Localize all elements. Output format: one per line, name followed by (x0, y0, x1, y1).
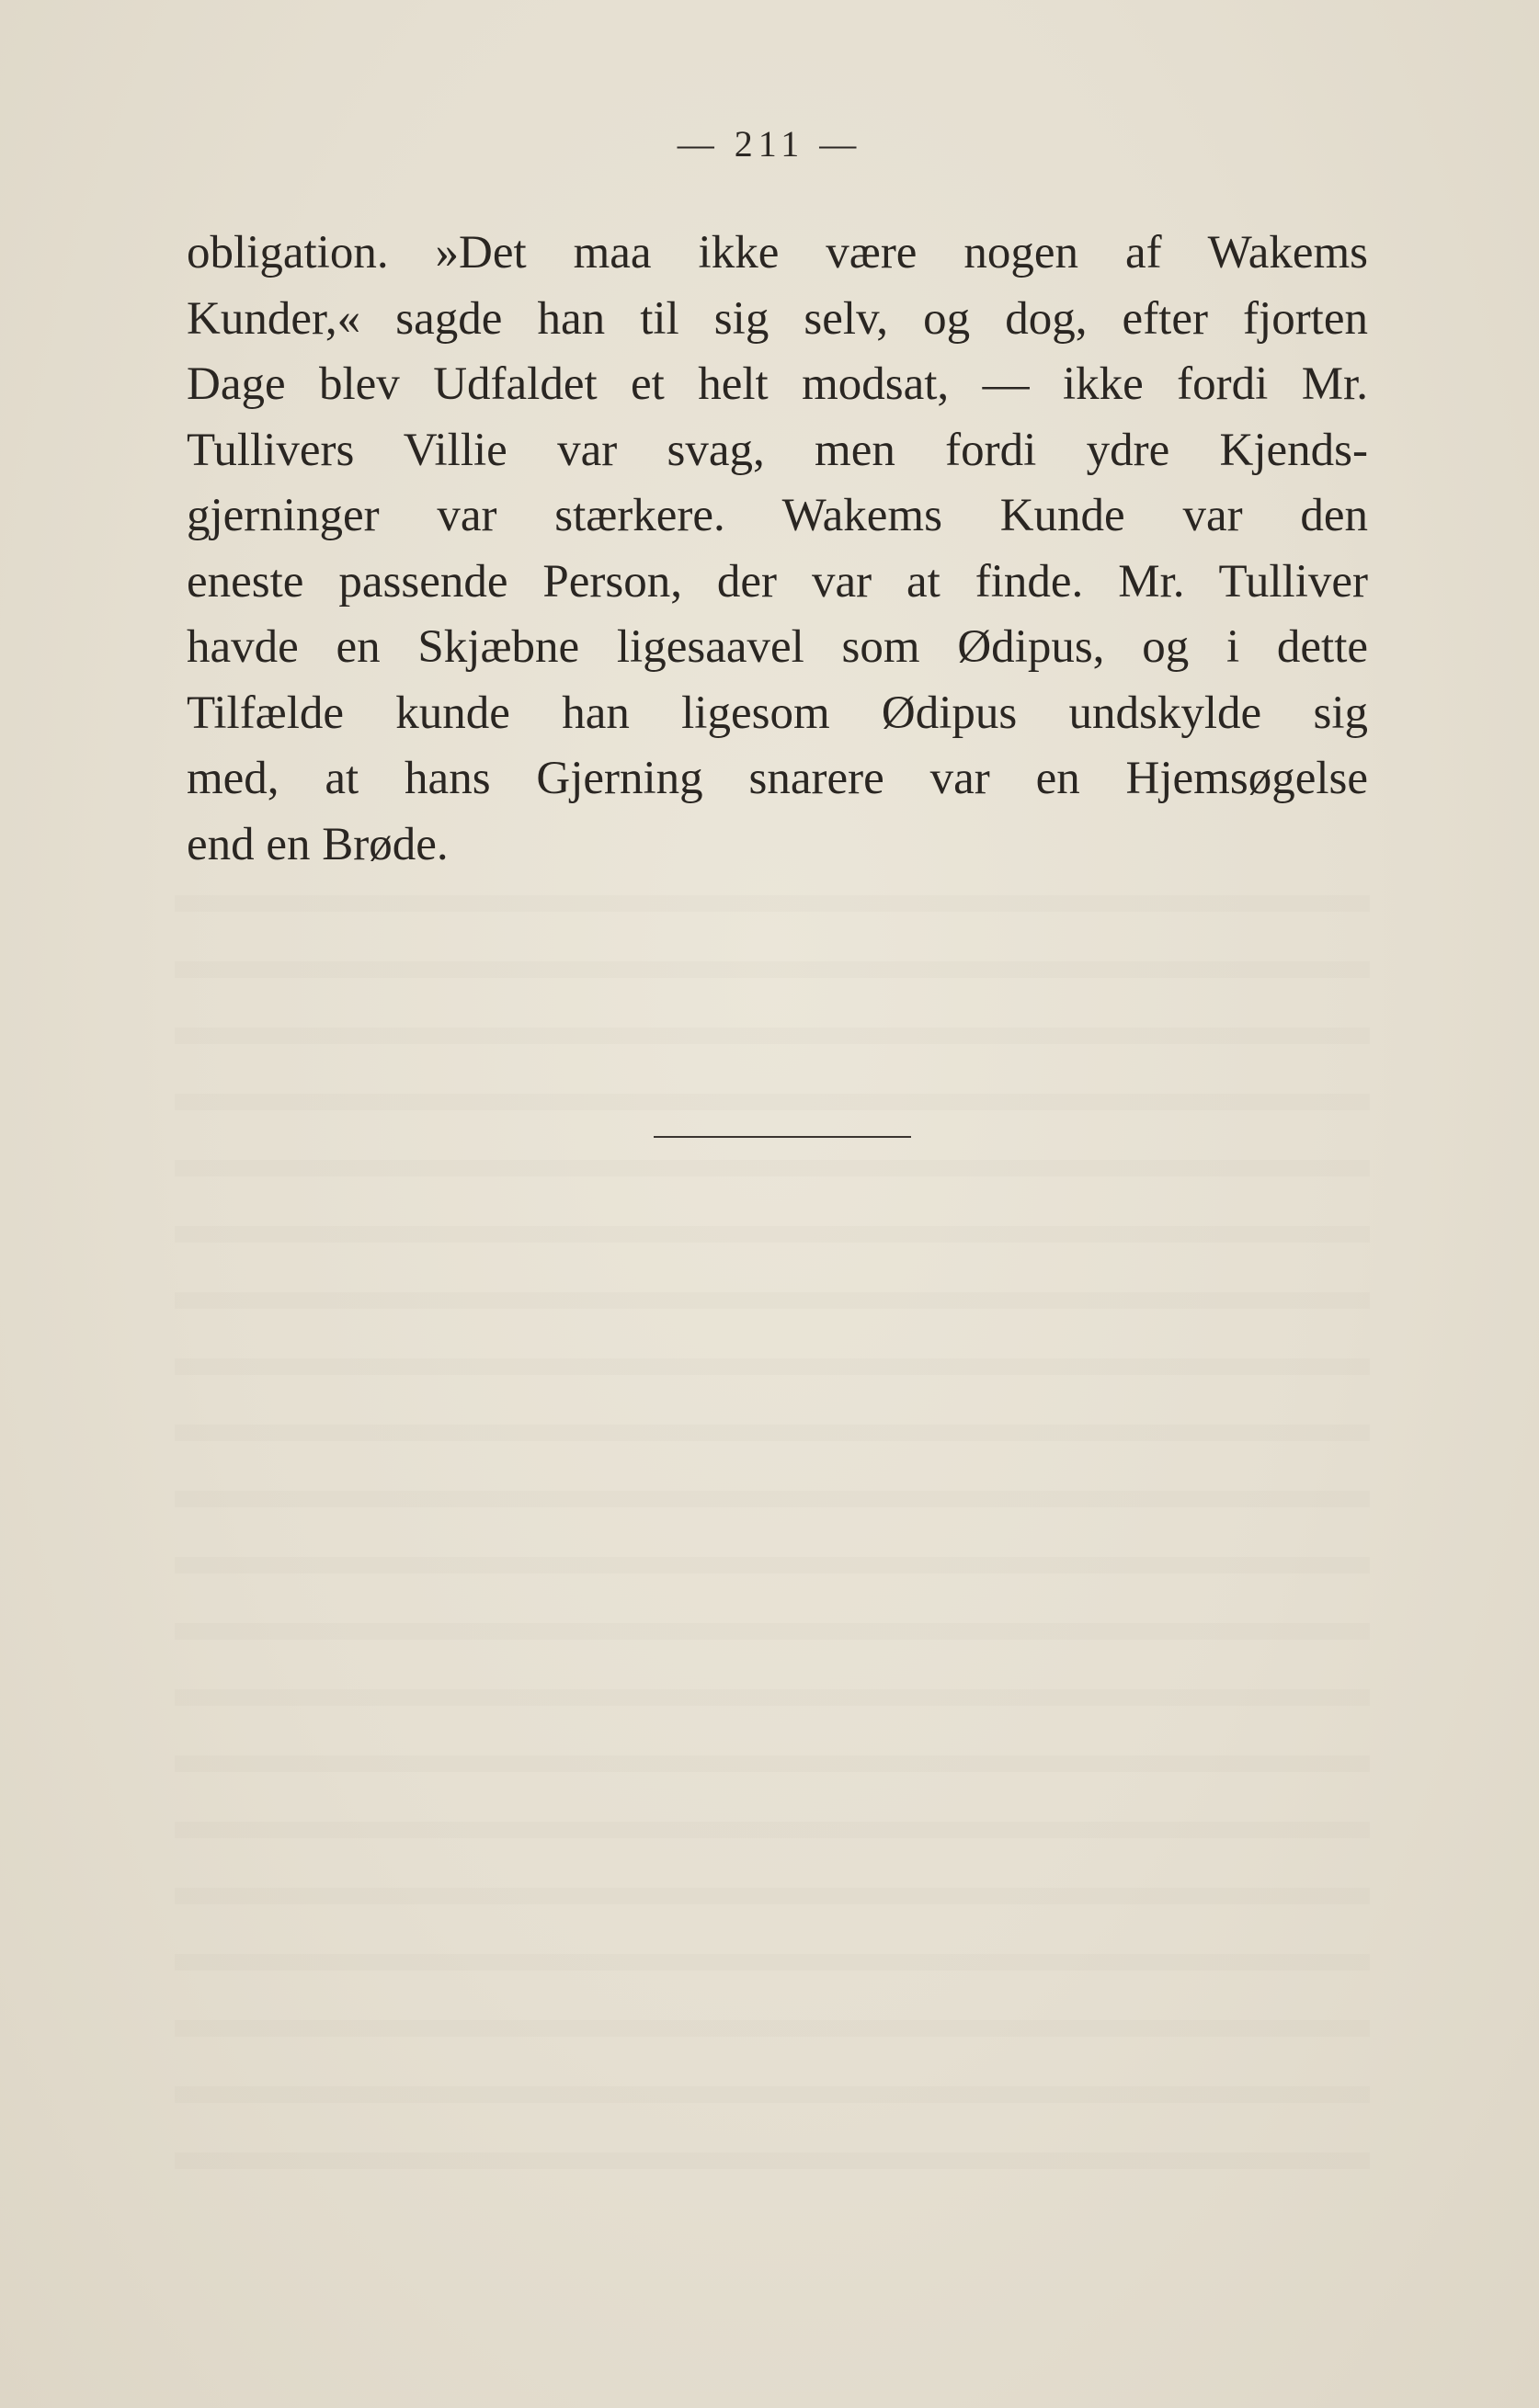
page-number: — 211 — (677, 123, 862, 165)
text-line: gjerninger var stærkere. Wakems Kunde var den (187, 490, 1368, 541)
text-line: eneste passende Person, der var at finde. Mr. Tulliver (187, 555, 1368, 608)
show-through-bleed (175, 882, 1370, 2169)
text-line: havde en Skjæbne ligesaavel som Ødipus, og i dette (187, 621, 1368, 673)
body-text (187, 221, 1368, 878)
text-line: Dage blev Udfaldet et helt modsat, — ikke fordi Mr. (187, 358, 1368, 410)
text-line: Kunder,« sagde han til sig selv, og dog, efter fjorten (187, 292, 1368, 345)
text-line-last: end en Brøde. (187, 818, 449, 870)
chapter-end-rule (654, 1136, 911, 1138)
text-line: obligation. »Det maa ikke være nogen af Wakems (187, 227, 1368, 278)
text-line: Tullivers Villie var svag, men fordi ydre Kjends- (187, 424, 1368, 476)
text-line: Tilfælde kunde han ligesom Ødipus undskylde sig (187, 687, 1368, 739)
text-line: med, at hans Gjerning snarere var en Hjemsøgelse (187, 753, 1368, 804)
